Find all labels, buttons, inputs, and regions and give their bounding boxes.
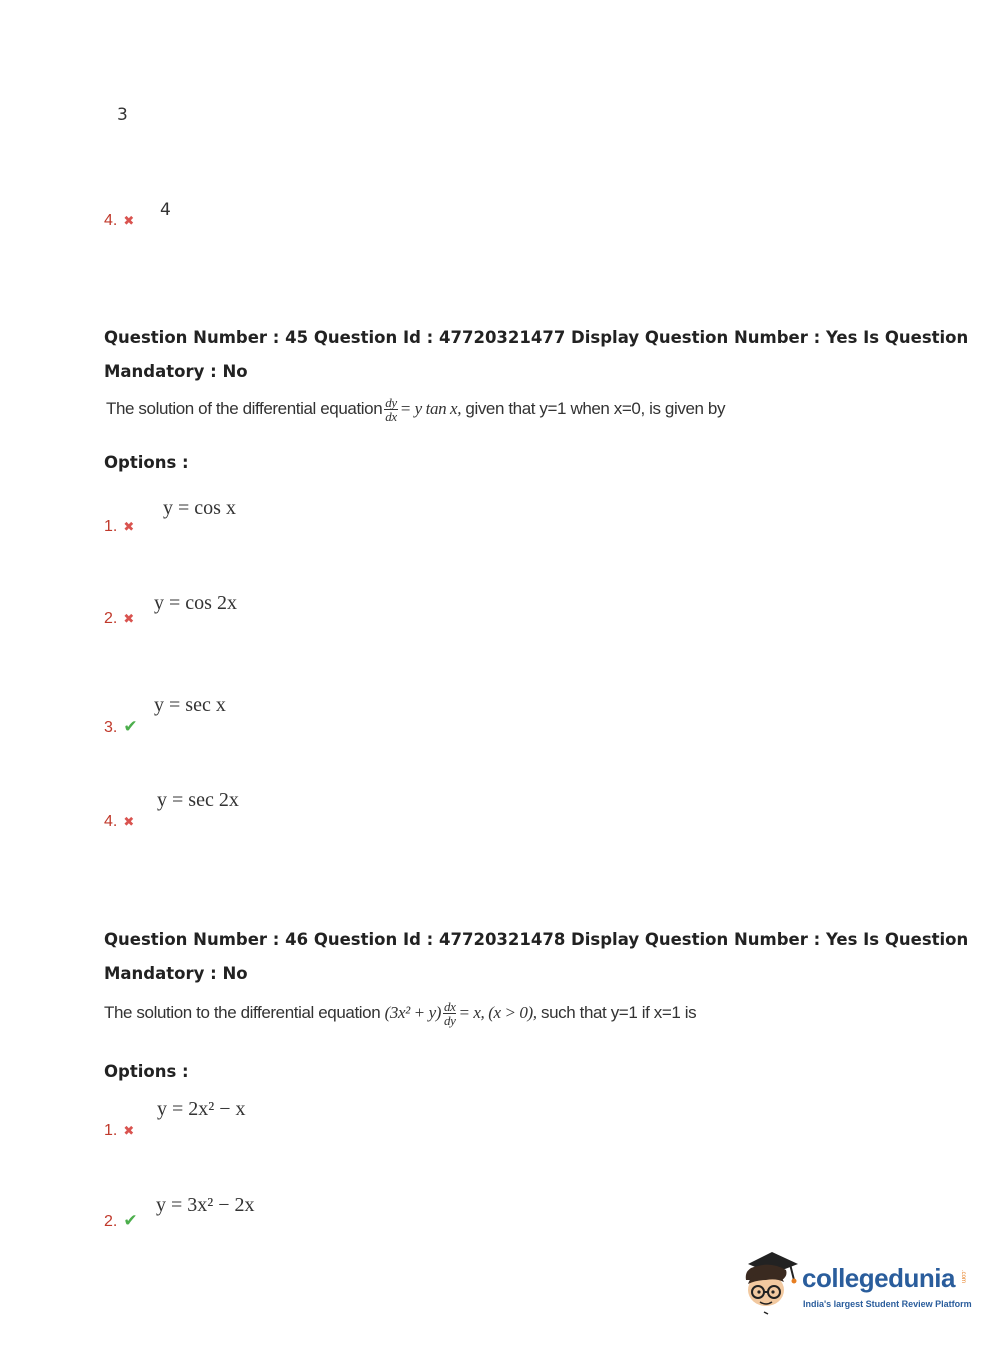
option-number: 1. <box>104 1122 118 1139</box>
q46-option-2 <box>104 1211 138 1231</box>
question-46-header-line2: Mandatory : No <box>104 964 248 983</box>
q45-option-2-math: y = cos 2x <box>154 592 237 614</box>
question-text-start: The solution of the differential equation <box>106 398 383 418</box>
option-number: 1. <box>104 518 118 535</box>
fraction-numerator: dy <box>385 395 397 410</box>
question-text-start: The solution to the differential equation <box>104 1002 381 1022</box>
wrong-mark-icon: ✖ <box>123 611 135 626</box>
q45-option-2 <box>104 610 134 628</box>
logo-tagline: India's largest Student Review Platform <box>803 1299 972 1309</box>
option-number: 4. <box>104 212 118 229</box>
previous-option-4 <box>104 212 134 230</box>
question-45-text <box>106 396 725 423</box>
correct-check-icon: ✔ <box>123 1211 138 1230</box>
option-number: 3. <box>104 719 118 736</box>
wrong-mark-icon: ✖ <box>123 1123 135 1138</box>
q46-option-1-math: y = 2x² − x <box>157 1098 246 1120</box>
question-46-options-label: Options : <box>104 1062 189 1081</box>
q46-option-2-math: y = 3x² − 2x <box>156 1194 255 1216</box>
option-number: 2. <box>104 610 118 627</box>
q46-option-1 <box>104 1122 134 1140</box>
logo-name: collegedunia <box>802 1263 955 1293</box>
equation-rhs: = y tan x, <box>399 398 462 418</box>
fraction-denominator: dy <box>444 1013 456 1028</box>
option-number: 4. <box>104 813 118 830</box>
question-text-end: such that y=1 if x=1 is <box>540 1002 697 1022</box>
q45-option-3 <box>104 717 138 737</box>
question-46-text <box>104 1000 696 1027</box>
logo-com: .com <box>960 1270 966 1284</box>
q45-option-3-math: y = sec x <box>154 694 226 716</box>
question-text-end: given that y=1 when x=0, is given by <box>465 398 726 418</box>
q45-option-4-math: y = sec 2x <box>157 789 239 811</box>
equation-rhs: = x, (x > 0), <box>458 1002 537 1022</box>
previous-option-4-value: 4 <box>160 200 171 220</box>
fraction-numerator: dx <box>444 999 456 1014</box>
option-number: 2. <box>104 1213 118 1230</box>
question-45-options-label: Options : <box>104 453 189 472</box>
derivative-fraction <box>384 396 397 423</box>
wrong-mark-icon: ✖ <box>123 519 135 534</box>
q45-option-1 <box>104 518 134 536</box>
correct-check-icon: ✔ <box>123 717 138 736</box>
wrong-mark-icon: ✖ <box>123 814 135 829</box>
derivative-fraction <box>443 1000 456 1027</box>
previous-option-3-value: 3 <box>117 105 128 125</box>
question-45-header-line2: Mandatory : No <box>104 362 248 381</box>
equation-expression: (3x² + y) <box>384 1002 441 1022</box>
q45-option-1-math: y = cos x <box>163 497 236 519</box>
collegedunia-mascot-icon <box>742 1250 802 1316</box>
q45-option-4 <box>104 813 134 831</box>
wrong-mark-icon: ✖ <box>123 213 135 228</box>
question-45-header-line1: Question Number : 45 Question Id : 47720321477 Display Question Number : Yes Is Question <box>104 328 969 347</box>
question-46-header-line1: Question Number : 46 Question Id : 47720321478 Display Question Number : Yes Is Question <box>104 930 969 949</box>
fraction-denominator: dx <box>385 409 397 424</box>
